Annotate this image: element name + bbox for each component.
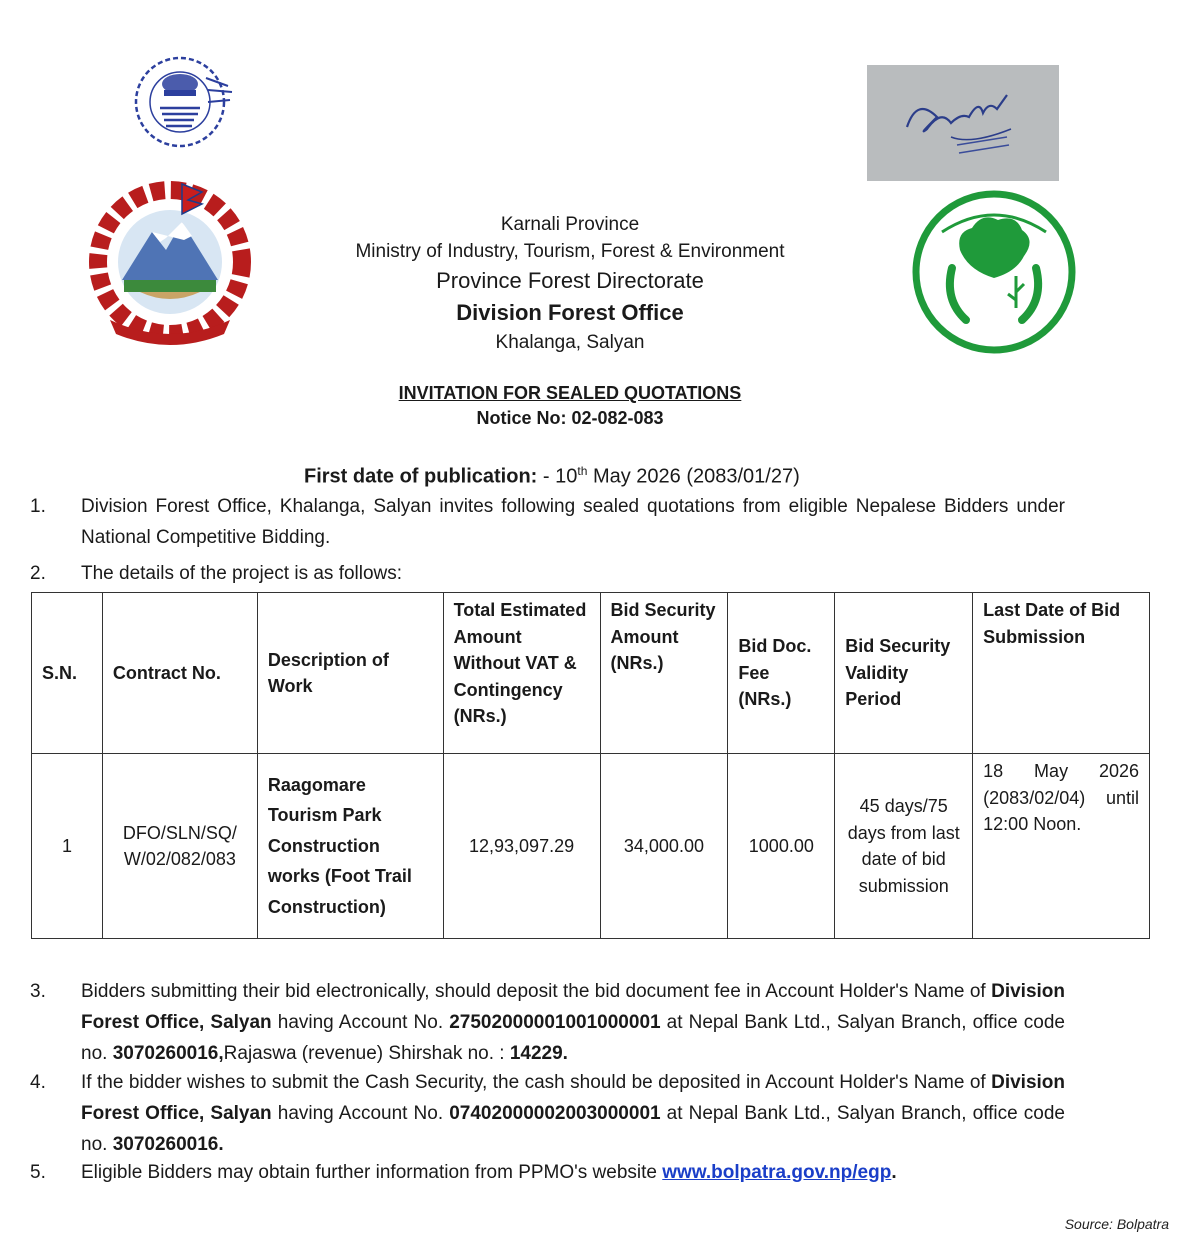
source-credit: Source: Bolpatra — [1064, 1216, 1169, 1232]
publication-label: First date of publication: — [304, 465, 538, 488]
header-last-date: Last Date of Bid Submission — [973, 593, 1150, 754]
header-sn: S.N. — [32, 593, 103, 754]
cell-amount: 12,93,097.29 — [443, 754, 600, 939]
header-validity: Bid Security Validity Period — [835, 593, 973, 754]
cell-sn: 1 — [32, 754, 103, 939]
header-description: Description of Work — [257, 593, 443, 754]
publication-date: First date of publication: - 10th May 2026 (2083/01/27) — [304, 464, 800, 488]
cell-validity: 45 days/75 days from last date of bid submission — [835, 754, 973, 939]
list-item: 2. The details of the project is as follows: — [30, 563, 403, 584]
cell-contract: DFO/SLN/SQ/ W/02/082/083 — [102, 754, 257, 939]
project-table — [31, 592, 1150, 939]
header-amount: Total Estimated Amount Without VAT & Contingency (NRs.) — [443, 593, 600, 754]
header-bid-fee: Bid Doc. Fee (NRs.) — [728, 593, 835, 754]
header-bid-security: Bid Security Amount (NRs.) — [600, 593, 728, 754]
cell-description: Raagomare Tourism Park Construction works (Foot Trail Construction) — [257, 754, 443, 939]
table-header-row — [32, 593, 1150, 754]
signature-image — [867, 65, 1059, 181]
office-location: Khalanga, Salyan — [495, 332, 645, 353]
notice-number: Notice No: 02-082-083 — [476, 408, 664, 428]
notice-title: INVITATION FOR SEALED QUOTATIONS — [398, 383, 742, 403]
forest-logo — [906, 188, 1081, 356]
nepal-emblem — [80, 180, 260, 350]
list-item: 5. Eligible Bidders may obtain further information from PPMO's website www.bolpatra.gov.np/egp. — [30, 1162, 897, 1183]
table-row — [32, 754, 1150, 939]
cell-last-date: 18 May 2026 (2083/02/04) until 12:00 Noon. — [973, 754, 1150, 939]
ministry-name: Ministry of Industry, Tourism, Forest & Environment — [355, 241, 785, 262]
province-name: Karnali Province — [500, 214, 640, 235]
header-contract: Contract No. — [102, 593, 257, 754]
office-round-stamp — [120, 50, 250, 160]
office-name: Division Forest Office — [456, 300, 684, 325]
ppmo-website-link[interactable]: www.bolpatra.gov.np/egp — [662, 1162, 892, 1183]
list-item: 4. If the bidder wishes to submit the Cash Security, the cash should be deposited in Account Holder's Name of Division Forest Office, Salyan having Account No. 07402000002003000001 at Nepal Bank Ltd., Salyan Branch, office code no. 3070260016. — [30, 1072, 1065, 1155]
list-item: 1. Division Forest Office, Khalanga, Salyan invites following sealed quotations from eligible Nepalese Bidders under National Competitive Bidding. — [30, 496, 1065, 548]
cell-bid-security: 34,000.00 — [600, 754, 728, 939]
cell-bid-fee: 1000.00 — [728, 754, 835, 939]
list-item: 3. Bidders submitting their bid electronically, should deposit the bid document fee in Account Holder's Name of Division Forest Office, Salyan having Account No. 27502000001001000001 at Nepal Bank Ltd., Salyan Branch, office code no. 3070260016,Rajaswa (revenue) Shirshak no. : 14229. — [30, 981, 1065, 1064]
directorate-name: Province Forest Directorate — [436, 268, 704, 293]
